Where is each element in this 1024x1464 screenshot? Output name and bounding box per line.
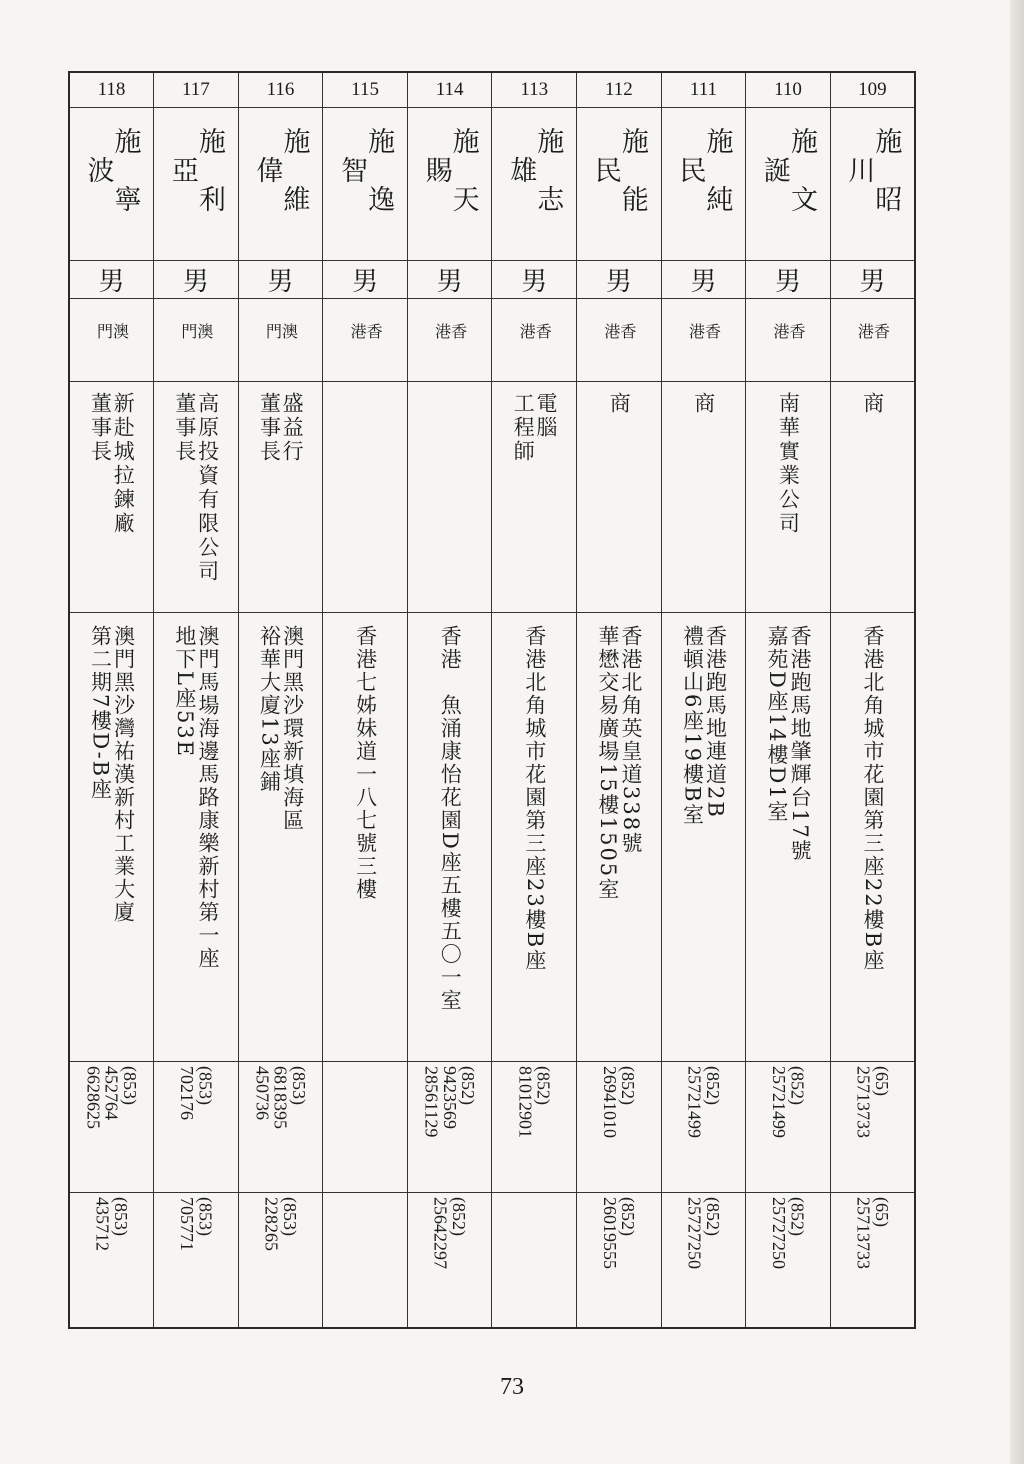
address-text: 香港 魚涌康怡花園D座五樓五〇一室 bbox=[438, 625, 463, 1012]
cell-sex: 男 bbox=[830, 261, 915, 299]
cell-telephone bbox=[746, 1062, 831, 1193]
fax-text: (852) 25727250 bbox=[684, 1197, 723, 1269]
cell-occupation bbox=[746, 382, 831, 613]
occupation-text: 高原投資有限公司 董事長 bbox=[172, 392, 220, 584]
cell-sex: 男 bbox=[323, 261, 408, 299]
cell-telephone bbox=[69, 1062, 154, 1193]
cell-sex: 男 bbox=[492, 261, 577, 299]
cell-place bbox=[661, 299, 746, 382]
row-telephone bbox=[69, 1062, 915, 1193]
cell-address bbox=[492, 613, 577, 1062]
cell-fax bbox=[661, 1193, 746, 1329]
occupation-text: 商 bbox=[691, 392, 716, 416]
address-text: 香港跑馬地連道2B 禮頓山6座19樓B室 bbox=[680, 625, 728, 827]
cell-sex: 男 bbox=[407, 261, 492, 299]
row-number bbox=[69, 72, 915, 108]
cell-occupation bbox=[238, 382, 323, 613]
address-text: 香港北角英皇道338號 華懋交易廣場15樓1505室 bbox=[595, 625, 643, 902]
cell-number: 111 bbox=[661, 72, 746, 108]
row-name bbox=[69, 108, 915, 261]
member-name: 施天賜 bbox=[420, 127, 479, 243]
place-text: 香港 bbox=[855, 323, 891, 363]
occupation-text: 盛益行 董事長 bbox=[257, 392, 305, 464]
member-name: 施能民 bbox=[589, 127, 648, 243]
row-address bbox=[69, 613, 915, 1062]
cell-sex: 男 bbox=[154, 261, 239, 299]
cell-number: 117 bbox=[154, 72, 239, 108]
cell-occupation bbox=[69, 382, 154, 613]
cell-telephone bbox=[492, 1062, 577, 1193]
cell-fax bbox=[154, 1193, 239, 1329]
cell-number: 112 bbox=[577, 72, 662, 108]
place-text: 香港 bbox=[601, 323, 637, 363]
cell-fax bbox=[238, 1193, 323, 1329]
cell-fax bbox=[577, 1193, 662, 1329]
cell-name bbox=[238, 108, 323, 261]
cell-address bbox=[154, 613, 239, 1062]
cell-address bbox=[69, 613, 154, 1062]
cell-telephone bbox=[238, 1062, 323, 1193]
cell-place bbox=[577, 299, 662, 382]
row-occupation bbox=[69, 382, 915, 613]
cell-place bbox=[69, 299, 154, 382]
cell-address bbox=[238, 613, 323, 1062]
cell-name bbox=[661, 108, 746, 261]
fax-text: (853) 705771 bbox=[176, 1197, 216, 1251]
cell-number: 115 bbox=[323, 72, 408, 108]
address-text: 澳門馬場海邊馬路康樂新村第一座 地下L座53E bbox=[172, 625, 220, 970]
row-sex bbox=[69, 261, 915, 299]
cell-occupation bbox=[577, 382, 662, 613]
cell-name bbox=[746, 108, 831, 261]
address-text: 香港七姊妹道一八七號三樓 bbox=[353, 625, 378, 901]
cell-fax bbox=[746, 1193, 831, 1329]
fax-text: (852) 26019555 bbox=[599, 1197, 639, 1269]
address-text: 香港跑馬地肇輝台17號 嘉苑D座14樓D1室 bbox=[765, 625, 813, 863]
address-text: 澳門黑沙環新填海區 裕華大廈13座鋪 bbox=[257, 625, 305, 832]
cell-place bbox=[830, 299, 915, 382]
occupation-text: 商 bbox=[860, 392, 885, 416]
place-text: 香港 bbox=[771, 323, 807, 363]
fax-text: (853) 228265 bbox=[261, 1197, 300, 1251]
cell-place bbox=[238, 299, 323, 382]
cell-place bbox=[154, 299, 239, 382]
cell-number: 110 bbox=[746, 72, 831, 108]
fax-text: (853) 435712 bbox=[92, 1197, 131, 1251]
cell-telephone bbox=[323, 1062, 408, 1193]
cell-sex: 男 bbox=[69, 261, 154, 299]
cell-name bbox=[154, 108, 239, 261]
cell-telephone bbox=[830, 1062, 915, 1193]
member-name: 施逸智 bbox=[336, 127, 395, 243]
member-name: 施昭川 bbox=[843, 127, 902, 243]
cell-occupation bbox=[407, 382, 492, 613]
telephone-text: (853) 452764 6628625 bbox=[83, 1066, 141, 1129]
cell-name bbox=[492, 108, 577, 261]
cell-name bbox=[69, 108, 154, 261]
cell-address bbox=[577, 613, 662, 1062]
cell-number: 114 bbox=[407, 72, 492, 108]
place-text: 澳門 bbox=[263, 323, 299, 363]
address-text: 香港北角城市花園第三座23樓B座 bbox=[522, 625, 547, 973]
place-text: 香港 bbox=[432, 323, 468, 363]
member-name: 施純民 bbox=[674, 127, 733, 243]
row-place bbox=[69, 299, 915, 382]
telephone-text: (852) 9423569 28561129 bbox=[421, 1066, 479, 1138]
cell-telephone bbox=[154, 1062, 239, 1193]
member-name: 施寧波 bbox=[82, 127, 141, 243]
telephone-text: (853) 6818395 450736 bbox=[252, 1066, 310, 1129]
cell-occupation bbox=[830, 382, 915, 613]
cell-address bbox=[746, 613, 831, 1062]
address-text: 香港北角城市花園第三座22樓B座 bbox=[860, 625, 885, 973]
address-text: 澳門黑沙灣祐漢新村工業大廈 第二期7樓D-B座 bbox=[88, 625, 136, 924]
cell-telephone bbox=[577, 1062, 662, 1193]
cell-sex: 男 bbox=[661, 261, 746, 299]
cell-sex: 男 bbox=[577, 261, 662, 299]
cell-name bbox=[407, 108, 492, 261]
telephone-text: (852) 81012901 bbox=[515, 1066, 554, 1138]
cell-occupation bbox=[661, 382, 746, 613]
cell-place bbox=[407, 299, 492, 382]
cell-name bbox=[577, 108, 662, 261]
cell-occupation bbox=[492, 382, 577, 613]
cell-address bbox=[323, 613, 408, 1062]
cell-fax bbox=[492, 1193, 577, 1329]
fax-text: (852) 25642297 bbox=[430, 1197, 470, 1269]
occupation-text: 電腦 工程師 bbox=[511, 392, 558, 464]
member-register-table bbox=[68, 71, 916, 1329]
cell-fax bbox=[323, 1193, 408, 1329]
cell-telephone bbox=[661, 1062, 746, 1193]
page-edge bbox=[1010, 0, 1024, 1464]
place-text: 香港 bbox=[517, 323, 553, 363]
cell-occupation bbox=[323, 382, 408, 613]
cell-telephone bbox=[407, 1062, 492, 1193]
cell-fax bbox=[830, 1193, 915, 1329]
cell-sex: 男 bbox=[238, 261, 323, 299]
row-fax bbox=[69, 1193, 915, 1329]
cell-number: 118 bbox=[69, 72, 154, 108]
cell-number: 113 bbox=[492, 72, 577, 108]
cell-fax bbox=[69, 1193, 154, 1329]
telephone-text: (852) 25721499 bbox=[684, 1066, 723, 1138]
cell-address bbox=[830, 613, 915, 1062]
cell-place bbox=[492, 299, 577, 382]
occupation-text: 新赴城拉鍊廠 董事長 bbox=[88, 392, 136, 536]
occupation-text: 南華實業公司 bbox=[776, 392, 801, 536]
fax-text: (852) 25727250 bbox=[769, 1197, 808, 1269]
telephone-text: (852) 25721499 bbox=[769, 1066, 808, 1138]
place-text: 澳門 bbox=[178, 323, 214, 363]
cell-place bbox=[746, 299, 831, 382]
place-text: 澳門 bbox=[94, 323, 130, 363]
cell-name bbox=[323, 108, 408, 261]
fax-text: (65) 25713733 bbox=[853, 1197, 892, 1269]
telephone-text: (852) 26941010 bbox=[599, 1066, 639, 1138]
page-number: 73 bbox=[500, 1374, 524, 1400]
cell-number: 109 bbox=[830, 72, 915, 108]
telephone-text: (65) 25713733 bbox=[853, 1066, 892, 1138]
cell-address bbox=[407, 613, 492, 1062]
cell-place bbox=[323, 299, 408, 382]
cell-name bbox=[830, 108, 915, 261]
member-name: 施文誕 bbox=[759, 127, 818, 243]
cell-occupation bbox=[154, 382, 239, 613]
occupation-text: 商 bbox=[607, 392, 632, 416]
telephone-text: (853) 702176 bbox=[176, 1066, 216, 1120]
member-name: 施維偉 bbox=[251, 127, 310, 243]
cell-fax bbox=[407, 1193, 492, 1329]
member-name: 施利亞 bbox=[166, 127, 225, 243]
member-name: 施志雄 bbox=[505, 127, 564, 243]
place-text: 香港 bbox=[348, 323, 384, 363]
place-text: 香港 bbox=[686, 323, 722, 363]
cell-address bbox=[661, 613, 746, 1062]
cell-number: 116 bbox=[238, 72, 323, 108]
cell-sex: 男 bbox=[746, 261, 831, 299]
